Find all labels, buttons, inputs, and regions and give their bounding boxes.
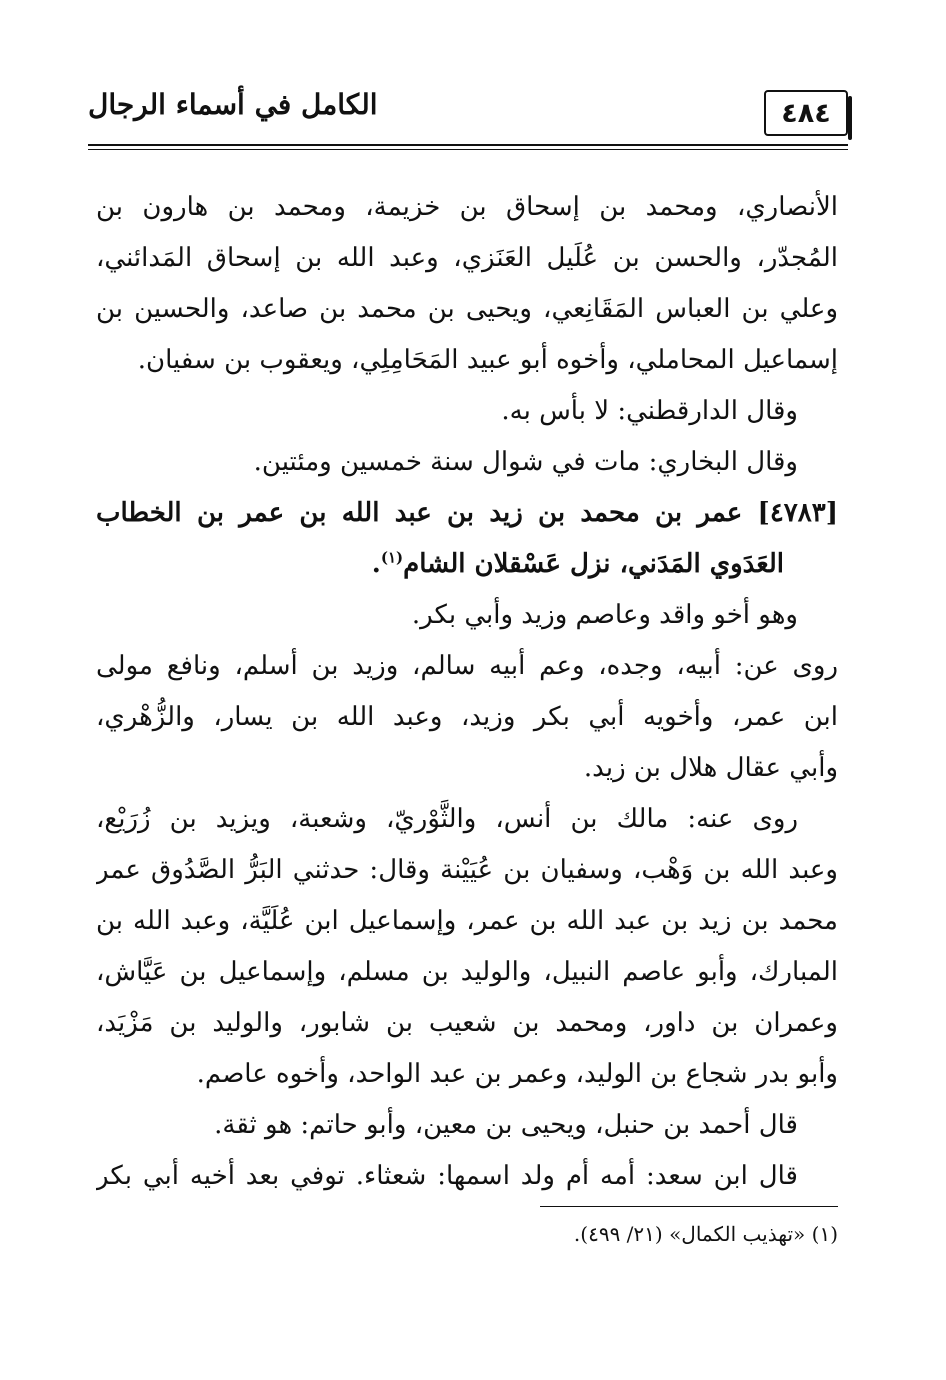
text-line: وعلي بن العباس المَقَانِعي، ويحيى بن محمد بن صاعد، والحسين بن bbox=[96, 294, 838, 324]
text-line: وهو أخو واقد وعاصم وزيد وأبي بكر. bbox=[411, 600, 798, 630]
text-line: ابن عمر، وأخويه أبي بكر وزيد، وعبد الله بن يسار، والزُّهْري، bbox=[96, 702, 838, 732]
text-line: وعمران بن داور، ومحمد بن شعيب بن شابور، والوليد بن مَزْيَد، bbox=[96, 1008, 838, 1038]
running-title: الكامل في أسماء الرجال bbox=[88, 88, 378, 121]
footnote: (١) «تهذيب الكمال» (٢١/ ٤٩٩). bbox=[573, 1222, 838, 1246]
text-line: وعبد الله بن وَهْب، وسفيان بن عُيَيْنة وقال: حدثني البَرُّ الصَّدُوق عمر bbox=[96, 855, 838, 885]
body-text-bottom bbox=[96, 590, 838, 1202]
text-line: وقال الدارقطني: لا بأس به. bbox=[501, 396, 798, 426]
page-number-box bbox=[764, 90, 848, 136]
header-rule-thick bbox=[88, 144, 848, 146]
text-line: قال أحمد بن حنبل، ويحيى بن معين، وأبو حاتم: هو ثقة. bbox=[214, 1110, 798, 1140]
entry-heading-line bbox=[96, 539, 838, 590]
text-line: المبارك، وأبو عاصم النبيل، والوليد بن مسلم، وإسماعيل بن عَيَّاش، bbox=[96, 957, 838, 987]
text-line: وأبو بدر شجاع بن الوليد، وعمر بن عبد الواحد، وأخوه عاصم. bbox=[196, 1059, 838, 1089]
entry-heading-period: . bbox=[371, 549, 381, 579]
text-line: قال ابن سعد: أمه أم ولد اسمها: شعثاء. توفي بعد أخيه أبي بكر bbox=[96, 1161, 798, 1191]
text-line: الأنصاري، ومحمد بن إسحاق بن خزيمة، ومحمد بن هارون بن bbox=[96, 192, 838, 222]
text-line: المُجدّر، والحسن بن عُلَيل العَنَزي، وعبد الله بن إسحاق المَدائني، bbox=[96, 243, 838, 273]
text-line: روى عنه: مالك بن أنس، والثَّوْريّ، وشعبة، ويزيد بن زُرَيْع، bbox=[96, 804, 798, 834]
entry-heading-line: [٤٧٨٣] عمر بن محمد بن زيد بن عبد الله بن عمر بن الخطاب bbox=[96, 498, 838, 528]
body-text-top bbox=[96, 182, 838, 488]
footnote-marker: (١) bbox=[380, 548, 404, 567]
text-line: وقال البخاري: مات في شوال سنة خمسين ومئتين. bbox=[253, 447, 798, 477]
text-line: إسماعيل المحاملي، وأخوه أبو عبيد المَحَامِلِي، ويعقوب بن سفيان. bbox=[137, 345, 838, 375]
header-rule-thin bbox=[88, 149, 848, 150]
text-line: روى عن: أبيه، وجده، وعم أبيه سالم، وزيد بن أسلم، ونافع مولى bbox=[96, 651, 838, 681]
page-header bbox=[88, 88, 848, 148]
entry-heading-text: العَدَوي المَدَني، نزل عَسْقلان الشام bbox=[403, 549, 784, 579]
text-line: وأبي عقال هلال بن زيد. bbox=[583, 753, 838, 783]
text-line: محمد بن زيد بن عبد الله بن عمر، وإسماعيل ابن عُلَيَّة، وعبد الله بن bbox=[96, 906, 838, 936]
biography-entry-heading bbox=[96, 488, 838, 590]
footnote-separator bbox=[540, 1206, 838, 1207]
page-number: ٤٨٤ bbox=[781, 97, 831, 129]
header-rule bbox=[88, 144, 848, 148]
